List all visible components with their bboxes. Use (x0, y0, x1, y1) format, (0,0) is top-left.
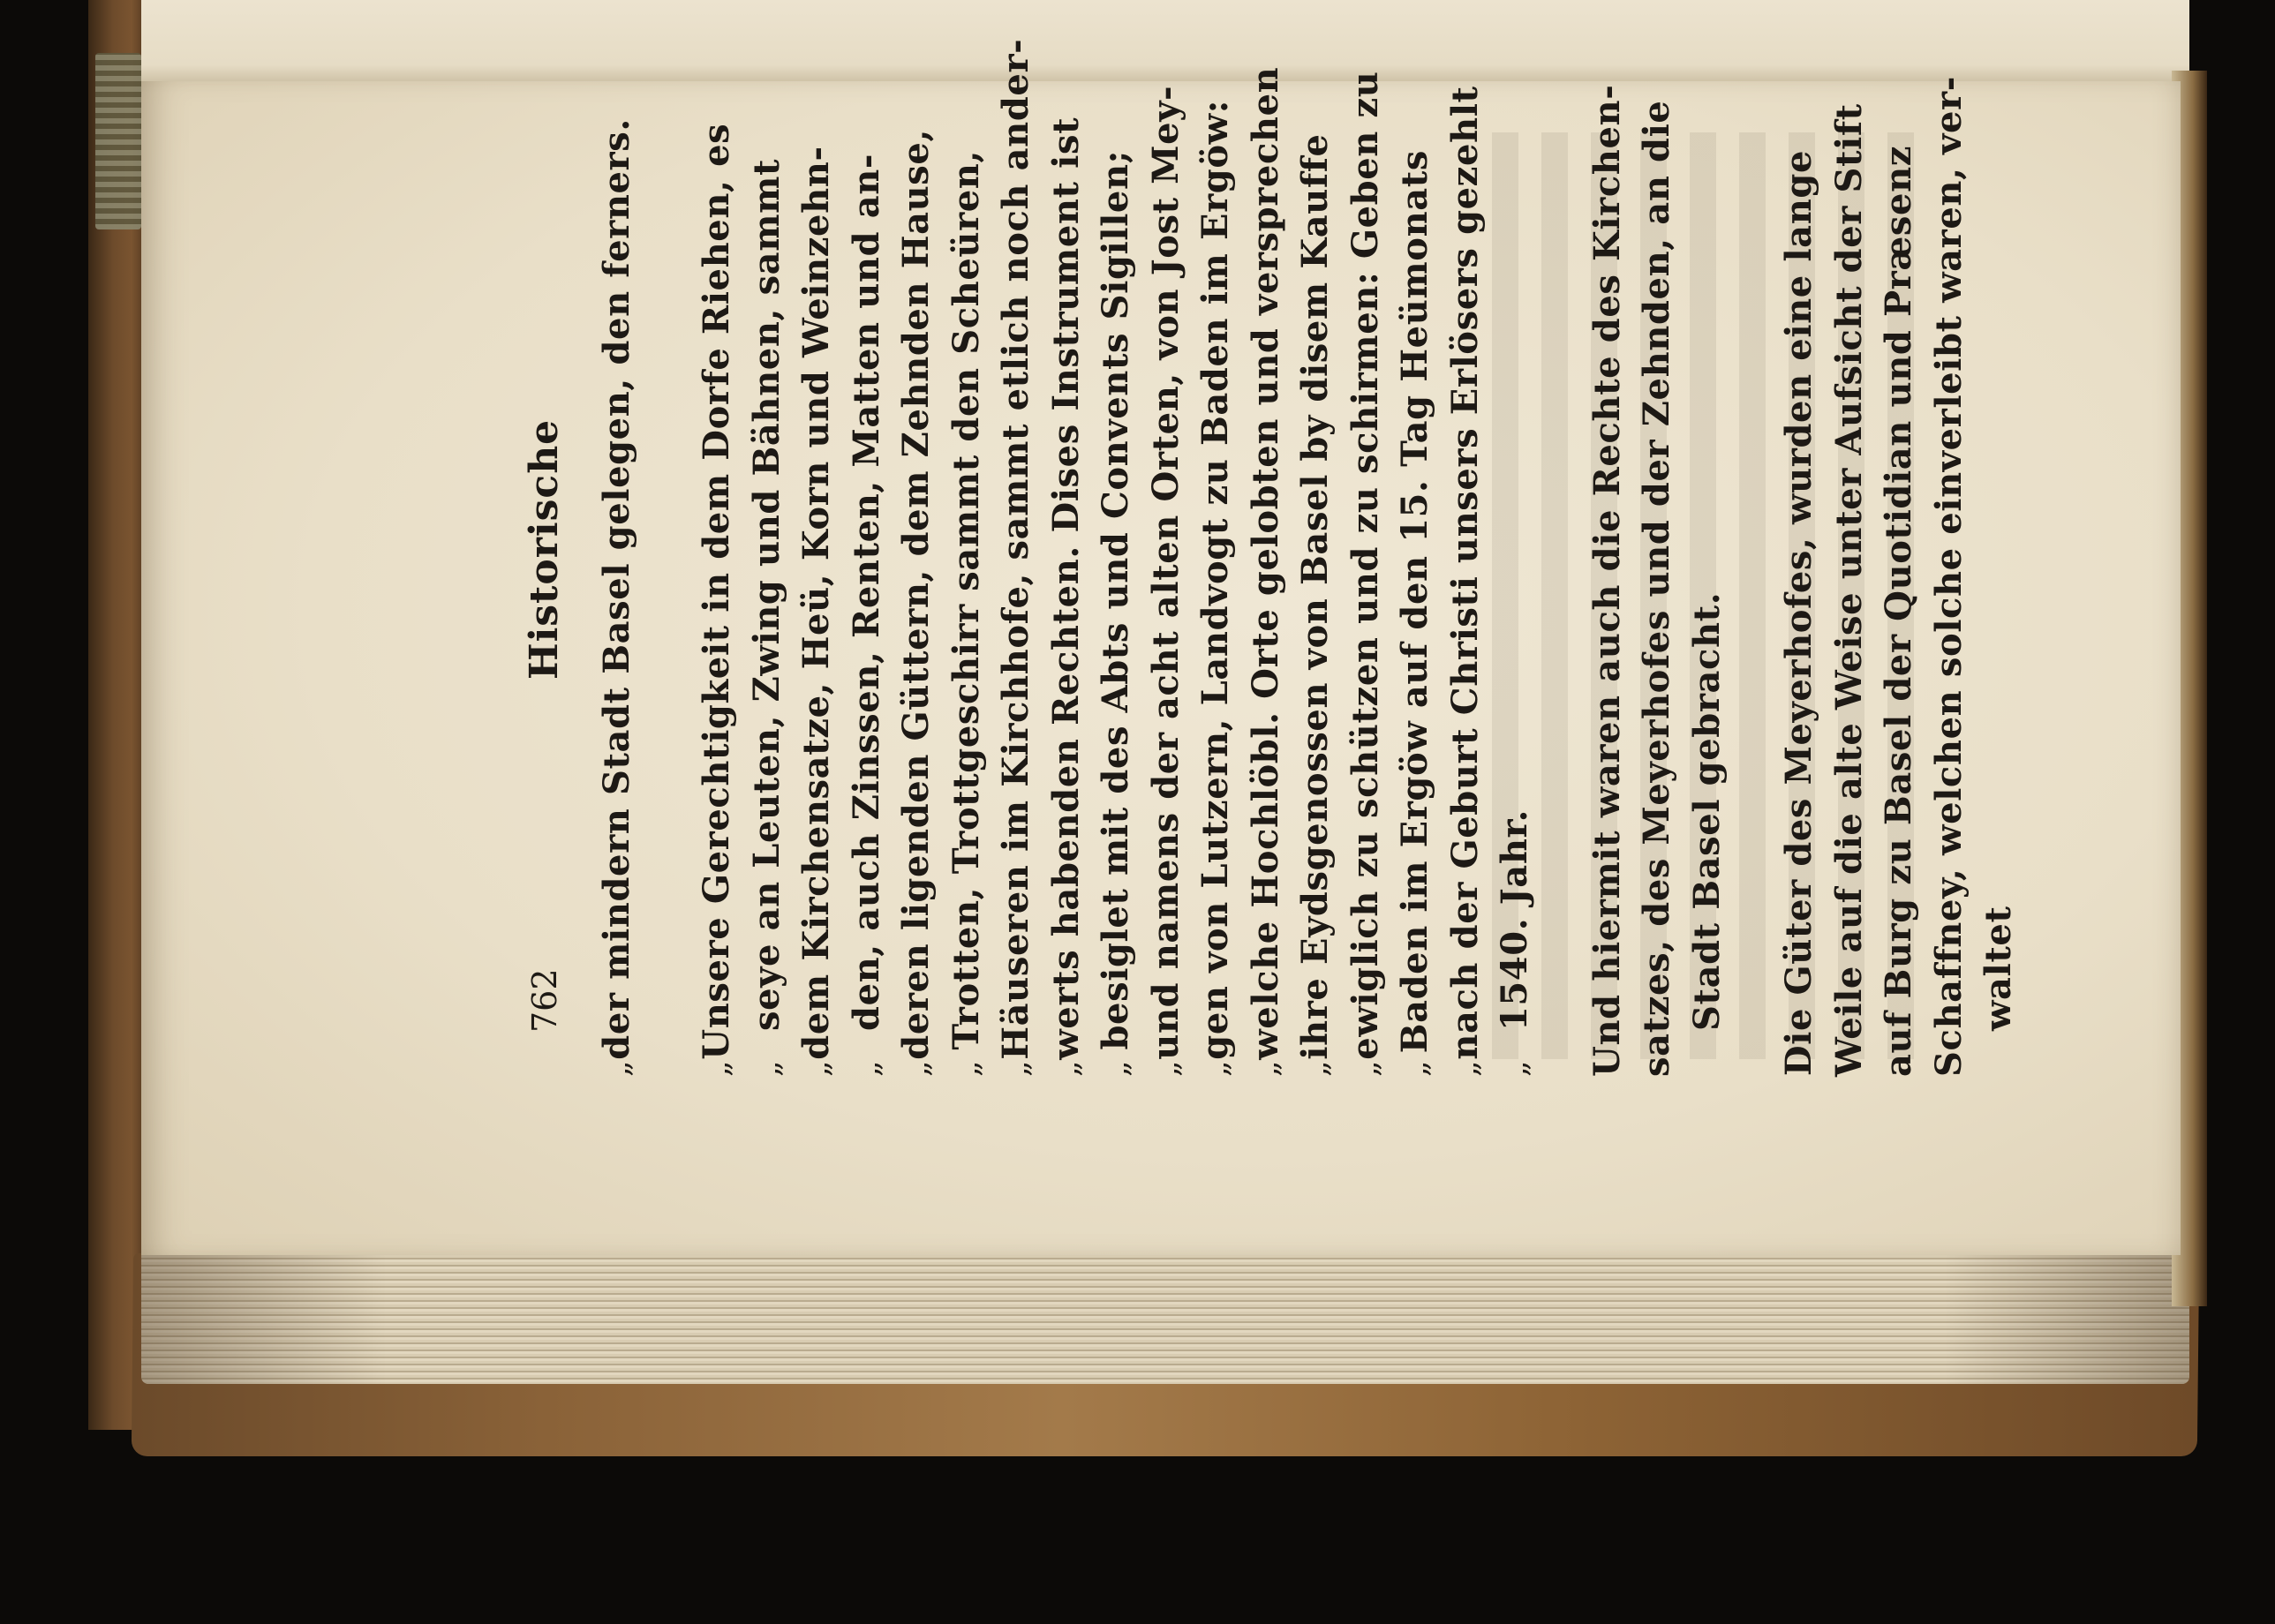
quote-mark: „ (1398, 1059, 1435, 1077)
line-text: Und hiermit waren auch die Rechte des Kirchen- (1586, 84, 1628, 1077)
spine-binding-band (95, 53, 141, 229)
line-text: Die Güter des Meyerhofes, wurden eine lange (1778, 150, 1819, 1077)
quote-mark: „ (900, 1059, 936, 1077)
quote-mark: „ (1498, 1059, 1534, 1077)
text-line (895, 129, 945, 1077)
text-line (1044, 117, 1096, 1077)
text-line (1494, 150, 1544, 1077)
quote-mark: „ (1099, 1059, 1135, 1077)
text-line (1827, 103, 1879, 1077)
previous-page-edge (141, 0, 2189, 83)
text-line (1194, 100, 1245, 1077)
text-line (746, 150, 796, 1077)
quote-mark: „ (849, 1059, 886, 1077)
text-line (1095, 150, 1145, 1077)
paragraph-gap (1544, 150, 1586, 1077)
text-line (1636, 100, 1686, 1077)
line-text: Häuseren im Kirchhofe, sammt etlich noch ander- (995, 38, 1036, 1060)
line-text: ewiglich zu schützen und zu schirmen: Geben zu (1344, 71, 1386, 1060)
text-line (1294, 133, 1345, 1077)
paragraph (1586, 84, 1736, 1077)
quote-mark: „ (600, 1059, 637, 1077)
quote-mark: „ (949, 1059, 986, 1077)
text-line (795, 146, 846, 1077)
running-head: Historische (522, 418, 567, 680)
line-text: Trotten, Trottgeschirr sammt den Scheüren, (945, 150, 987, 1050)
paragraph (1778, 76, 2028, 1077)
line-text: ihre Eydsgenossen von Basel by disem Kauffe (1294, 133, 1336, 1060)
line-text: Unsere Gerechtigkeit in dem Dorfe Riehen, es (696, 123, 737, 1060)
quote-mark: „ (800, 1059, 836, 1077)
text-line (1686, 150, 1736, 1077)
text-line (1977, 150, 2028, 1077)
quote-mark: „ (1049, 1059, 1086, 1077)
text-line (646, 150, 697, 1077)
line-text: gen von Lutzern, Landvogt zu Baden im Ergöw: (1194, 100, 1236, 1060)
paragraph-gap (1736, 150, 1778, 1077)
paragraph (596, 38, 1544, 1077)
page-body (596, 38, 2028, 1077)
line-text: der mindern Stadt Basel gelegen, den ferners. (596, 118, 637, 1060)
quote-mark: „ (1299, 1059, 1335, 1077)
quote-mark: „ (1448, 1059, 1485, 1077)
line-text: werts habenden Rechten. Dises Instrument ist (1044, 117, 1087, 1060)
page-edge-shadow (141, 1234, 2189, 1384)
text-line (846, 150, 896, 1077)
rotated-text-block (247, 38, 2019, 1147)
quote-mark: „ (999, 1059, 1036, 1077)
line-text: den, auch Zinssen, Renten, Matten und an- (845, 153, 887, 1031)
line-text: auf Burg zu Basel der Quotidian und Præsenz (1878, 145, 1919, 1077)
quote-mark: „ (1149, 1059, 1186, 1077)
quote-mark: „ (700, 1059, 736, 1077)
line-text: Stadt Basel gebracht. (1685, 591, 1728, 1031)
quote-mark: „ (750, 1059, 787, 1077)
text-line (1244, 66, 1295, 1077)
line-text: satzes, des Meyerhofes und der Zehnden, an die (1636, 100, 1677, 1077)
line-text: nach der Geburt Christi unsers Erlösers gezehlt (1443, 86, 1486, 1060)
text-line (596, 118, 646, 1077)
page-header (522, 150, 578, 1033)
line-text: Baden im Ergöw auf den 15. Tag Heümonats (1394, 150, 1435, 1054)
text-line (1344, 71, 1395, 1077)
text-line (945, 150, 996, 1077)
line-text: seye an Leuten, Zwing und Bähnen, sammt (745, 158, 787, 1031)
quote-mark: „ (1248, 1059, 1285, 1077)
line-text: Schaffney, welchen solche einverleibt waren, ver- (1927, 76, 1970, 1077)
line-text: dem Kirchensatze, Heü, Korn und Weinzehn- (795, 146, 837, 1060)
line-text: und namens der acht alten Orten, von Jost Mey- (1144, 85, 1186, 1060)
line-text: welche Hochlöbl. Orte gelobten und versprechen (1244, 66, 1286, 1060)
text-line (1778, 150, 1828, 1077)
line-text: deren ligenden Güttern, dem Zehnden Hause, (895, 129, 937, 1060)
text-line (1586, 84, 1637, 1077)
line-text: Weile auf die alte Weise unter Aufsicht der Stift (1827, 103, 1870, 1077)
text-line (1443, 86, 1495, 1077)
text-line (1878, 145, 1928, 1077)
line-text: besiglet mit des Abts und Convents Sigillen; (1095, 150, 1136, 1050)
text-line (696, 123, 746, 1077)
line-text: waltet (1977, 906, 2019, 1031)
line-text: 1540. Jahr. (1494, 808, 1535, 1031)
text-line (1927, 76, 1978, 1077)
page-number: 762 (525, 968, 564, 1033)
text-line (1394, 150, 1444, 1077)
quote-mark: „ (1199, 1059, 1235, 1077)
quote-mark: „ (1348, 1059, 1385, 1077)
text-line (995, 38, 1045, 1077)
text-line (1144, 85, 1195, 1077)
